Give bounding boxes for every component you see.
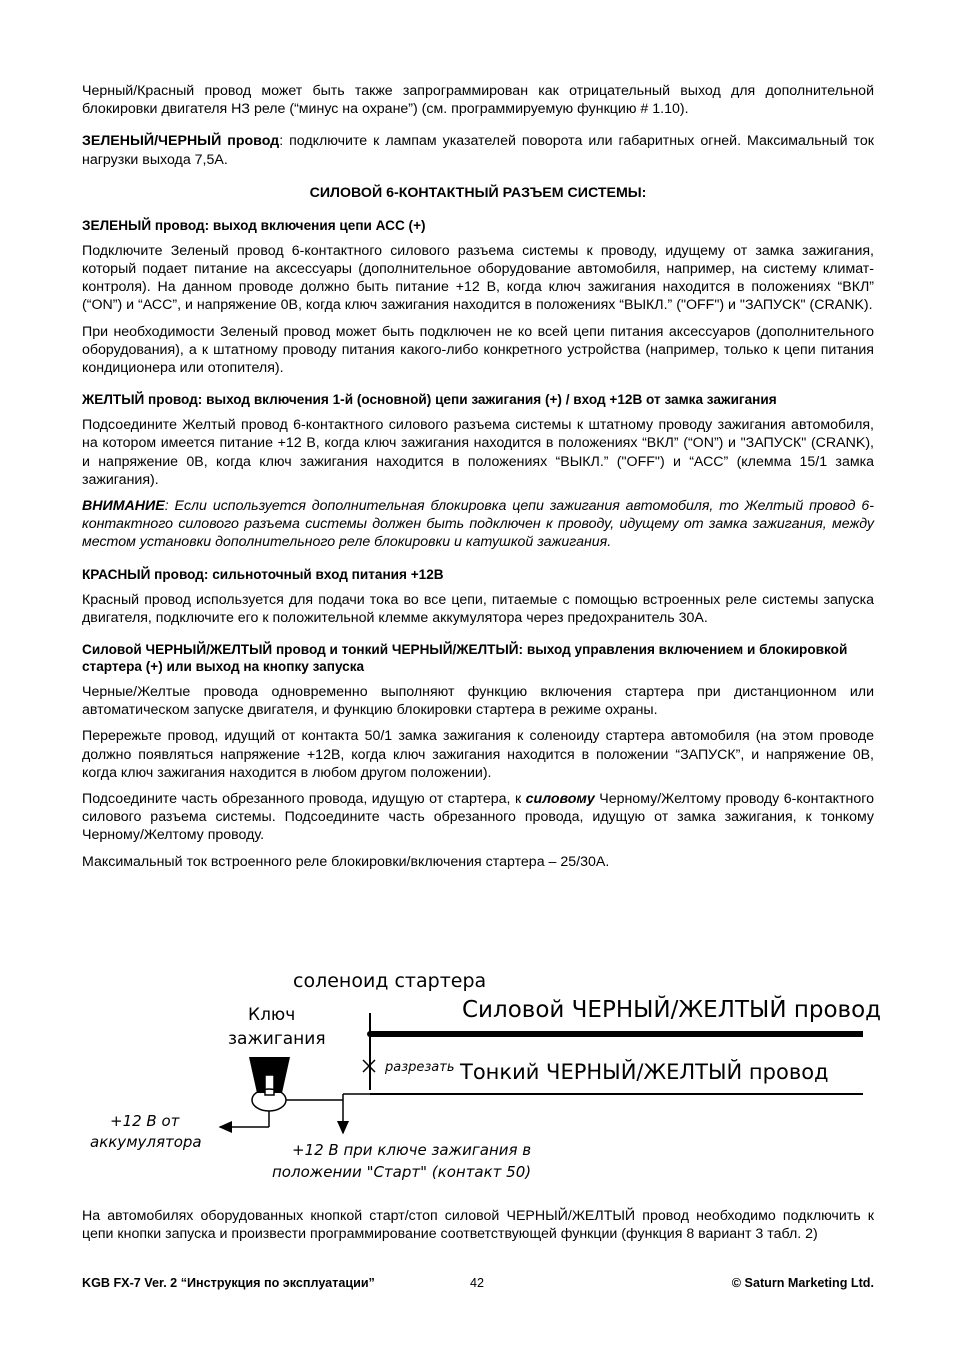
- document-body: [82, 82, 874, 871]
- warning-text: : Если используется дополнительная блокировка цепи зажигания автомобиля, то Желтый провод 6-контактного силового разъема системы должен быть подключен к проводу, идущему от замка зажигания, между местом установки дополнительного реле блокировки и катушкой зажигания.: [82, 498, 874, 551]
- para-black-red: Черный/Красный провод может быть также запрограммирован как отрицательный выход для дополнительной блокировки двигателя НЗ реле (“минус на охране”) (см. программируемую функцию # 1.10).: [82, 83, 874, 118]
- page-footer: [82, 1276, 874, 1294]
- ignition-key-icon: [249, 1057, 290, 1111]
- blackyellow-para-4: Максимальный ток встроенного реле блокировки/включения стартера – 25/30А.: [82, 853, 610, 870]
- green-black-text: : подключите к лампам указателей поворота или габаритных огней. Максимальный ток нагрузки выхода 7,5А.: [82, 133, 874, 168]
- wiring-diagram-svg: [60, 965, 890, 1190]
- blackyellow-para-2: Перережьте провод, идущий от контакта 50/1 замка зажигания к соленоиду стартера автомобиля (на этом проводе должно появляться напряжение +12В, когда ключ зажигания находится в положении “ЗАПУСК”, и напряжение 0В, когда ключ зажигания находится в любом другом положении).: [82, 728, 874, 781]
- red-para-1: Красный провод используется для подачи тока во все цепи, питаемые с помощью встроенных реле системы запуска двигателя, подключите его к положительной клемме аккумулятора через предохранитель 30А.: [82, 591, 874, 626]
- start-label-2: положении "Старт" (контакт 50): [272, 1163, 532, 1181]
- para-green-black: [82, 132, 874, 168]
- warning-label: ВНИМАНИЕ: [82, 498, 165, 515]
- p3-emphasis: силовому: [525, 791, 595, 808]
- key-label-2: зажигания: [228, 1029, 326, 1049]
- yellow-para-1: Подсоедините Желтый провод 6-контактного силового разъема системы к штатному проводу зажигания автомобиля, на котором имеется питание +12 В, когда ключ зажигания находится в положениях “ВКЛ” (“ON”) и "ЗАПУСК" (CRANK), и напряжение 0В, когда ключ зажигания находится в положениях “ВЫКЛ.” ("OFF") и “АСС” (клемма 15/1 замка зажигания).: [82, 417, 874, 488]
- p3-part-c: Черному/Желтому проводу 6-контактного силового разъема системы. Подсоедините часть обрезанного провода, идущую от замка зажигания, к тонкому Черному/Желтому проводу.: [82, 791, 874, 844]
- yellow-warning: [82, 497, 874, 552]
- green-para-1: Подключите Зеленый провод 6-контактного силового разъема системы к проводу, идущему от замка зажигания, который подает питание на аксессуары (дополнительное оборудование автомобиля, например, на систему климат-контроля). На данном проводе должно быть питание +12 В, когда ключ зажигания находится в положениях “ВКЛ” (“ON”) и “АСС”, и напряжение 0В, когда ключ зажигания находится в положениях “ВЫКЛ.” ("OFF") и "ЗАПУСК" (CRANK).: [82, 242, 874, 314]
- p3-part-a: Подсоедините часть обрезанного провода, идущую от стартера, к: [82, 791, 526, 808]
- thick-wire-label: Силовой ЧЕРНЫЙ/ЖЕЛТЫЙ провод: [462, 997, 882, 1023]
- green-black-label: ЗЕЛЕНЫЙ/ЧЕРНЫЙ провод: [82, 133, 280, 150]
- footer-copyright: © Saturn Marketing Ltd.: [731, 1276, 874, 1290]
- wiring-diagram: [60, 965, 890, 1190]
- yellow-heading: ЖЕЛТЫЙ провод: выход включения 1-й (основной) цепи зажигания (+) / вход +12В от замка зажигания: [82, 392, 777, 408]
- start-label-1: +12 В при ключе зажигания в: [292, 1141, 532, 1159]
- green-heading: ЗЕЛЕНЫЙ провод: выход включения цепи АСС (+): [82, 217, 426, 233]
- battery-label-1: +12 В от: [110, 1112, 180, 1130]
- page-number: 42: [470, 1276, 485, 1290]
- cut-label: разрезать: [385, 1060, 455, 1075]
- thin-wire-label: Тонкий ЧЕРНЫЙ/ЖЕЛТЫЙ провод: [460, 1060, 829, 1084]
- red-heading: КРАСНЫЙ провод: сильноточный вход питания +12В: [82, 566, 444, 582]
- key-label-1: Ключ: [248, 1005, 296, 1025]
- start-stop-para: На автомобилях оборудованных кнопкой старт/стоп силовой ЧЕРНЫЙ/ЖЕЛТЫЙ провод необходимо подключить к цепи кнопки запуска и произвести программирование соответствующей функции (функция 8 вариант 3 табл. 2): [82, 1208, 874, 1243]
- section-title: СИЛОВОЙ 6-КОНТАКТНЫЙ РАЗЪЕМ СИСТЕМЫ:: [309, 184, 647, 201]
- battery-label-2: аккумулятора: [90, 1133, 202, 1151]
- green-para-2: При необходимости Зеленый провод может быть подключен не ко всей цепи питания аксессуаров (дополнительного оборудования), а к штатному проводу питания какого-либо конкретного устройства (например, только к цепи питания кондиционера или отопителя).: [82, 323, 874, 377]
- thick-wire-node: [367, 1031, 373, 1037]
- blackyellow-para-3: [82, 790, 874, 845]
- blackyellow-heading: Силовой ЧЕРНЫЙ/ЖЕЛТЫЙ провод и тонкий ЧЕРНЫЙ/ЖЕЛТЫЙ: выход управления включением и блокировкой стартера (+) или выход на кнопку запуска: [82, 642, 848, 675]
- solenoid-label: соленоид стартера: [293, 970, 487, 992]
- blackyellow-para-1: Черные/Желтые провода одновременно выполняют функцию включения стартера при дистанционном или автоматическом запуске двигателя, и функцию блокировки стартера в режиме охраны.: [82, 684, 874, 719]
- footer-title: KGB FX-7 Ver. 2 “Инструкция по эксплуатации”: [82, 1276, 375, 1290]
